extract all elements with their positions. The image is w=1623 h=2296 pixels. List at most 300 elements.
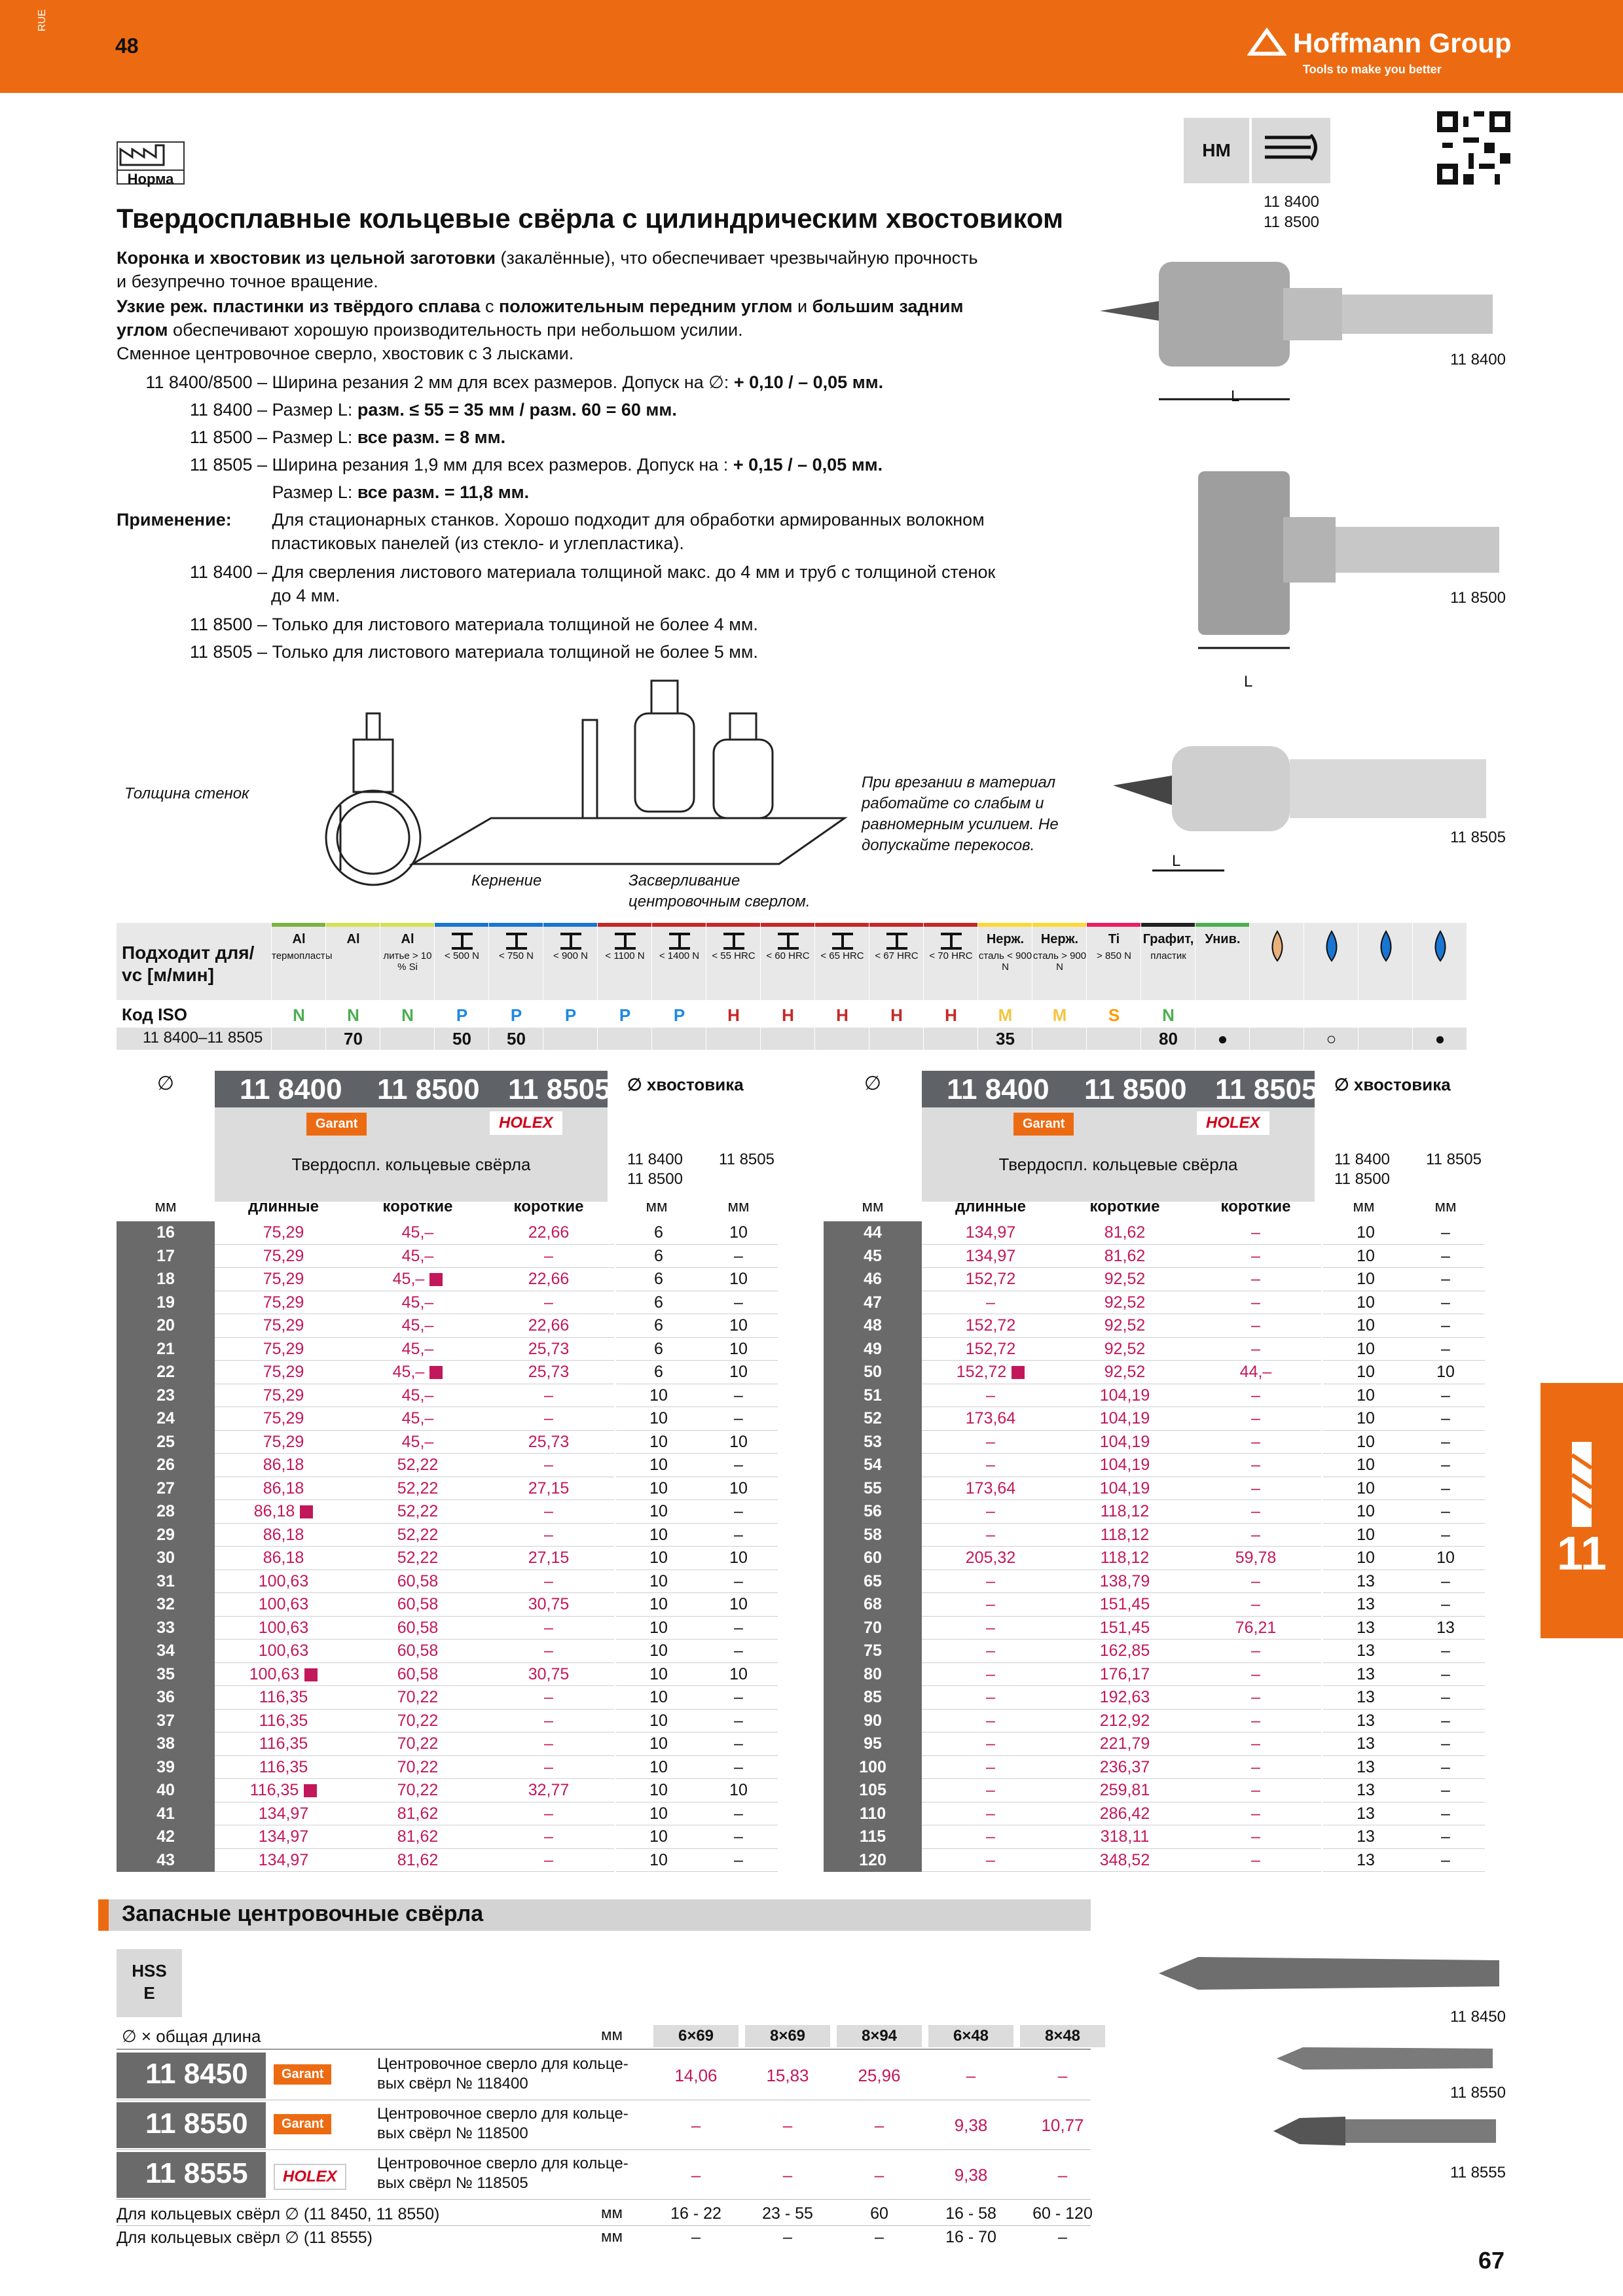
table-row <box>117 1570 778 1594</box>
value-cell: 25,73 <box>528 1432 570 1451</box>
diameter-cell: 48 <box>824 1314 922 1338</box>
intro-line-4: углом обеспечивают хорошую производительность при небольшом усилии. <box>117 320 743 340</box>
value-cell: 75,29 <box>263 1316 304 1335</box>
value-cell: – <box>544 1571 553 1590</box>
suit-subheader <box>1195 950 1250 983</box>
value-cell: – <box>544 1409 553 1427</box>
value-cell: 22,66 <box>528 1270 570 1288</box>
suit-header: Al <box>292 932 306 946</box>
spare-price: – <box>782 2115 793 2135</box>
suit-value: ○ <box>1326 1029 1337 1049</box>
value-cell: – <box>544 1293 553 1312</box>
value-cell: 151,45 <box>1099 1595 1150 1613</box>
suit-subheader: < 60 HRC <box>766 950 810 961</box>
diameter-cell: 25 <box>117 1431 215 1454</box>
value-cell: – <box>986 1804 995 1823</box>
drill-icon <box>1560 1442 1603 1527</box>
value-cell: – <box>544 1618 553 1637</box>
value-cell: – <box>1441 1757 1450 1776</box>
value-cell: 70,22 <box>397 1781 439 1799</box>
value-cell: 10 <box>614 1663 701 1687</box>
section-number: 11 <box>1556 1528 1607 1580</box>
spare-fit-value: 16 - 58 <box>945 2204 996 2223</box>
suit-column <box>923 923 978 1050</box>
suit-column <box>760 923 815 1050</box>
suit-column <box>1195 923 1250 1050</box>
table-row <box>824 1245 1485 1268</box>
value-cell: – <box>734 1293 743 1312</box>
column-subheader: длинные <box>955 1198 1027 1215</box>
spare-price: 9,38 <box>954 2165 988 2185</box>
value-cell: 86,18 <box>263 1549 304 1567</box>
value-cell: 92,52 <box>1104 1363 1146 1381</box>
value-cell: 152,72 <box>965 1316 1016 1335</box>
value-cell: 173,64 <box>965 1409 1016 1427</box>
table-row <box>117 1291 778 1315</box>
suit-subheader: < 65 HRC <box>820 950 864 961</box>
shank-col-2: 11 8505 <box>719 1151 775 1168</box>
diameter-cell: 16 <box>117 1221 215 1245</box>
spare-fit-value-2: – <box>691 2228 701 2246</box>
suit-header: Нерж. <box>1040 932 1079 946</box>
value-cell: 104,19 <box>1099 1386 1150 1405</box>
value-cell: – <box>544 1688 553 1706</box>
suit-column <box>1304 923 1359 1050</box>
holex-logo: HOLEX <box>490 1111 562 1135</box>
suit-column <box>706 923 761 1050</box>
table-row <box>824 1454 1485 1477</box>
diameter-cell: 105 <box>824 1779 922 1803</box>
diagram-label-wall: Толщина стенок <box>124 785 249 802</box>
table-row <box>824 1268 1485 1291</box>
diameter-cell: 51 <box>824 1384 922 1408</box>
suit-iso: H <box>836 1005 848 1025</box>
suit-iso: H <box>782 1005 794 1025</box>
column-subheader: короткие <box>513 1198 584 1215</box>
value-cell: 27,15 <box>528 1479 570 1498</box>
value-cell: – <box>734 1246 743 1265</box>
spare-fit-label-2: Для кольцевых свёрл ∅ (11 8555) <box>117 2229 373 2247</box>
value-cell: 86,18 <box>215 1500 352 1524</box>
spare-image-118550 <box>1277 2042 1499 2075</box>
value-cell: – <box>544 1246 553 1265</box>
suit-header <box>815 932 869 950</box>
diameter-cell: 41 <box>117 1803 215 1826</box>
value-cell: – <box>544 1804 553 1823</box>
diameter-cell: 26 <box>117 1454 215 1477</box>
diameter-symbol: ∅ <box>156 1073 175 1094</box>
steel-beam-icon <box>449 932 475 950</box>
spec-row: Размер L: все разм. = 11,8 мм. <box>272 482 530 502</box>
value-cell: 138,79 <box>1099 1571 1150 1590</box>
value-cell: 6 <box>614 1314 701 1338</box>
diameter-cell: 18 <box>117 1268 215 1291</box>
suit-header <box>435 932 489 950</box>
value-cell: 10 <box>1321 1524 1408 1547</box>
intro-line-2: и безупречно точное вращение. <box>117 272 378 291</box>
value-cell: 10 <box>1321 1431 1408 1454</box>
value-cell: – <box>1251 1850 1260 1869</box>
value-cell: – <box>986 1386 995 1405</box>
value-cell: 92,52 <box>1104 1316 1146 1335</box>
value-cell: 104,19 <box>1099 1409 1150 1427</box>
value-cell: 6 <box>614 1245 701 1268</box>
value-cell: 13 <box>1321 1825 1408 1849</box>
suit-column <box>1412 923 1467 1050</box>
value-cell: 259,81 <box>1099 1781 1150 1799</box>
value-cell: 10 <box>614 1547 701 1570</box>
suit-color-bar <box>978 923 1032 927</box>
diameter-cell: 58 <box>824 1524 922 1547</box>
spare-desc: Центровочное сверло для кольце- <box>377 2055 629 2073</box>
value-cell: 10 <box>729 1270 748 1288</box>
table-row <box>824 1686 1485 1710</box>
value-cell: 134,97 <box>258 1827 309 1846</box>
value-cell: 134,97 <box>258 1850 309 1869</box>
diameter-cell: 34 <box>117 1640 215 1663</box>
table-row <box>117 1803 778 1826</box>
section-tab[interactable] <box>1541 1383 1623 1638</box>
steel-beam-icon <box>558 932 584 950</box>
diameter-cell: 68 <box>824 1593 922 1617</box>
value-cell: 10 <box>1436 1549 1455 1567</box>
value-cell: 10 <box>729 1664 748 1683</box>
table-row <box>117 1710 778 1733</box>
qr-code-icon[interactable] <box>1437 111 1510 185</box>
product-description: Твердоспл. кольцевые свёрла <box>998 1155 1238 1174</box>
table-row <box>117 1500 778 1524</box>
value-cell: 176,17 <box>1099 1664 1150 1683</box>
value-cell: 52,22 <box>397 1525 439 1544</box>
suit-header <box>869 932 924 950</box>
diameter-cell: 32 <box>117 1593 215 1617</box>
suit-header: Унив. <box>1205 932 1241 946</box>
value-cell: – <box>986 1456 995 1474</box>
table-row <box>824 1710 1485 1733</box>
value-cell: 10 <box>1436 1363 1455 1381</box>
value-cell: 10 <box>614 1779 701 1803</box>
value-cell: 10 <box>614 1431 701 1454</box>
suit-column <box>597 923 652 1050</box>
value-cell: 52,22 <box>397 1456 439 1474</box>
spare-fit-value: 23 - 55 <box>762 2204 813 2223</box>
value-cell: 104,19 <box>1099 1456 1150 1474</box>
value-cell: – <box>1251 1293 1260 1312</box>
holex-logo: HOLEX <box>1197 1111 1269 1135</box>
value-cell: – <box>1441 1595 1450 1613</box>
shank-col-1b: 11 8500 <box>1334 1170 1390 1188</box>
diameter-cell: 31 <box>117 1570 215 1594</box>
steel-beam-icon <box>775 932 801 950</box>
diagram-label-drill-2: центровочным сверлом. <box>629 893 811 910</box>
spare-brand-logo: Garant <box>274 2114 331 2134</box>
value-cell: 75,29 <box>263 1293 304 1312</box>
value-cell: – <box>1251 1571 1260 1590</box>
suit-value: 50 <box>507 1029 526 1049</box>
new-item-marker <box>300 1505 313 1518</box>
value-cell: – <box>1441 1781 1450 1799</box>
spare-header-unit: мм <box>601 2026 623 2044</box>
article-number: 11 8500 <box>377 1073 480 1105</box>
value-cell: 6 <box>614 1361 701 1384</box>
value-cell: 76,21 <box>1235 1618 1277 1637</box>
water-drop-icon <box>1315 928 1348 967</box>
value-cell: 59,78 <box>1235 1549 1277 1567</box>
value-cell: – <box>1441 1316 1450 1335</box>
column-subheader: мм <box>1434 1198 1457 1215</box>
use-row: 11 8400 – Для сверления листового материала толщиной макс. до 4 мм и труб с толщиной стенок <box>189 562 996 582</box>
size-header: 8×94 <box>837 2025 922 2047</box>
use-row: 11 8500 – Только для листового материала толщиной не более 4 мм. <box>189 615 758 634</box>
value-cell: – <box>986 1525 995 1544</box>
suit-iso: S <box>1108 1005 1120 1025</box>
value-cell: 70,22 <box>397 1711 439 1730</box>
size-header: 8×48 <box>1020 2025 1105 2047</box>
table-row <box>117 1617 778 1640</box>
suit-iso: H <box>945 1005 957 1025</box>
table-row <box>117 1825 778 1849</box>
diameter-cell: 42 <box>117 1825 215 1849</box>
spare-price: – <box>1057 2165 1068 2185</box>
value-cell: 134,97 <box>258 1804 309 1823</box>
suit-color-bar <box>706 923 761 927</box>
value-cell: 10 <box>729 1363 748 1381</box>
shank-col-2: 11 8505 <box>1426 1151 1482 1168</box>
value-cell: – <box>986 1595 995 1613</box>
value-cell: 30,75 <box>528 1664 570 1683</box>
spare-price: 14,06 <box>674 2066 718 2085</box>
value-cell: – <box>1251 1270 1260 1288</box>
article-number: 11 8505 <box>508 1073 611 1105</box>
spec-row: 11 8400 – Размер L: разм. ≤ 55 = 35 мм / разм. 60 = 60 мм. <box>189 400 677 420</box>
value-cell: – <box>1251 1409 1260 1427</box>
value-cell: – <box>544 1734 553 1753</box>
page-number-top: 48 <box>115 34 139 58</box>
diameter-cell: 65 <box>824 1570 922 1594</box>
value-cell: 44,– <box>1239 1363 1272 1381</box>
suit-column <box>814 923 869 1050</box>
column-subheader: мм <box>1353 1198 1375 1215</box>
suit-label-1: Подходит для/ <box>122 942 255 963</box>
value-cell: – <box>1441 1734 1450 1753</box>
value-cell: 10 <box>729 1781 748 1799</box>
spare-row-divider <box>117 2149 1091 2150</box>
suit-header <box>489 932 543 950</box>
value-cell: – <box>1441 1246 1450 1265</box>
suit-subheader: < 900 N <box>553 950 588 961</box>
value-cell: – <box>1251 1688 1260 1706</box>
suit-color-bar <box>1087 923 1141 927</box>
top-code-2: 11 8500 <box>1264 213 1319 231</box>
spare-fit-value: 16 - 22 <box>670 2204 721 2223</box>
table-row <box>824 1779 1485 1803</box>
value-cell: 118,12 <box>1100 1502 1150 1520</box>
article-number: 11 8400 <box>240 1073 342 1105</box>
value-cell: 10 <box>1321 1361 1408 1384</box>
value-cell: – <box>1251 1502 1260 1520</box>
value-cell: 10 <box>1321 1268 1408 1291</box>
suit-color-bar <box>380 923 435 927</box>
suit-columns <box>271 923 1467 1050</box>
column-subheader: короткие <box>1089 1198 1160 1215</box>
value-cell: 162,85 <box>1099 1641 1150 1660</box>
value-cell: 10 <box>614 1593 701 1617</box>
value-cell: – <box>1251 1711 1260 1730</box>
value-cell: 22,66 <box>528 1223 570 1242</box>
value-cell: – <box>544 1525 553 1544</box>
value-cell: – <box>1251 1827 1260 1846</box>
value-cell: 45,– <box>401 1223 434 1242</box>
table-row <box>117 1268 778 1291</box>
value-cell: 152,72 <box>922 1361 1059 1384</box>
value-cell: 10 <box>729 1339 748 1358</box>
value-cell: 52,22 <box>397 1549 439 1567</box>
steel-beam-icon <box>884 932 910 950</box>
spec-list <box>117 372 1046 669</box>
diameter-cell: 17 <box>117 1245 215 1268</box>
suit-color-bar <box>652 923 706 927</box>
suit-subheader: < 70 HRC <box>929 950 973 961</box>
value-cell: – <box>986 1757 995 1776</box>
diameter-cell: 70 <box>824 1617 922 1640</box>
suit-subheader: < 500 N <box>445 950 479 961</box>
diameter-cell: 27 <box>117 1477 215 1501</box>
column-subheader: мм <box>155 1198 177 1215</box>
table-row <box>117 1221 778 1245</box>
value-cell: 10 <box>1321 1221 1408 1245</box>
value-cell: 134,97 <box>965 1223 1016 1242</box>
suit-column <box>1140 923 1195 1050</box>
spec-row: 11 8400/8500 – Ширина резания 2 мм для всех размеров. Допуск на ∅: + 0,10 / – 0,05 мм. <box>145 372 884 392</box>
suit-color-bar <box>815 923 869 927</box>
new-item-marker <box>304 1668 318 1681</box>
value-cell: – <box>1441 1339 1450 1358</box>
value-cell: 10 <box>1321 1245 1408 1268</box>
value-cell: 70,22 <box>397 1734 439 1753</box>
factory-icon <box>118 143 181 166</box>
table-row <box>824 1732 1485 1756</box>
value-cell: 13 <box>1321 1710 1408 1733</box>
suit-value: 50 <box>452 1029 471 1049</box>
article-number: 11 8505 <box>1215 1073 1318 1105</box>
suit-value: ● <box>1434 1029 1446 1049</box>
table-row <box>824 1431 1485 1454</box>
value-cell: 75,29 <box>263 1363 304 1381</box>
value-cell: 10 <box>614 1384 701 1408</box>
diameter-cell: 60 <box>824 1547 922 1570</box>
suit-subheader: сталь > 900 N <box>1032 950 1087 973</box>
spare-fit-value-2: – <box>875 2228 884 2246</box>
table-row <box>824 1570 1485 1594</box>
dim-label-1: L <box>1231 387 1240 405</box>
value-cell: 10 <box>729 1479 748 1498</box>
spare-row-divider <box>117 2199 1091 2200</box>
column-subheader: мм <box>727 1198 750 1215</box>
suit-color-bar <box>1195 923 1250 927</box>
value-cell: 92,52 <box>1104 1270 1146 1288</box>
spare-fit-unit-2: мм <box>601 2228 623 2246</box>
suit-column <box>1032 923 1087 1050</box>
value-cell: 100,63 <box>215 1663 352 1687</box>
table-row <box>824 1314 1485 1338</box>
dim-label-3: L <box>1172 852 1181 870</box>
shank-header: ∅ хвостовика <box>1334 1075 1451 1094</box>
value-cell: 75,29 <box>263 1432 304 1451</box>
value-cell: – <box>734 1456 743 1474</box>
spare-desc: Центровочное сверло для кольце- <box>377 2155 629 2172</box>
suit-column <box>977 923 1032 1050</box>
suit-subheader: < 55 HRC <box>712 950 756 961</box>
spare-price: 25,96 <box>858 2066 901 2085</box>
suit-column <box>543 923 598 1050</box>
table-row <box>117 1849 778 1873</box>
value-cell: – <box>986 1734 995 1753</box>
suit-iso: H <box>727 1005 740 1025</box>
value-cell: 118,12 <box>1100 1525 1150 1544</box>
value-cell: 45,– <box>401 1409 434 1427</box>
diameter-cell: 22 <box>117 1361 215 1384</box>
column-subheader: мм <box>862 1198 884 1215</box>
value-cell: 10 <box>614 1477 701 1501</box>
spare-caption-1: 11 8450 <box>1450 2008 1506 2026</box>
suit-header: Al <box>401 932 414 946</box>
table-row <box>117 1547 778 1570</box>
diameter-cell: 47 <box>824 1291 922 1315</box>
suit-subheader: термопласты <box>272 950 333 961</box>
value-cell: 173,64 <box>965 1479 1016 1498</box>
spare-price: – <box>691 2115 701 2135</box>
table-row <box>824 1663 1485 1687</box>
value-cell: – <box>1441 1525 1450 1544</box>
spare-fit-label-1: Для кольцевых свёрл ∅ (11 8450, 11 8550) <box>117 2205 440 2223</box>
shank-col-1: 11 8400 <box>1334 1151 1390 1168</box>
suit-iso: P <box>673 1005 685 1025</box>
value-cell: – <box>734 1502 743 1520</box>
suit-iso-label: Код ISO <box>122 1005 187 1024</box>
suit-iso: N <box>293 1005 305 1025</box>
value-cell: 100,63 <box>258 1571 309 1590</box>
diameter-cell: 24 <box>117 1407 215 1431</box>
value-cell: 13 <box>1321 1756 1408 1780</box>
spray-icon <box>1370 928 1402 967</box>
value-cell: 70,22 <box>397 1688 439 1706</box>
value-cell: – <box>1441 1479 1450 1498</box>
value-cell: 212,92 <box>1099 1711 1150 1730</box>
suit-column <box>651 923 706 1050</box>
steel-beam-icon <box>830 932 856 950</box>
table-row <box>824 1849 1485 1873</box>
suit-value: ● <box>1217 1029 1228 1049</box>
value-cell: – <box>1441 1850 1450 1869</box>
value-cell: 60,58 <box>397 1664 439 1683</box>
value-cell: 10 <box>729 1432 748 1451</box>
value-cell: – <box>544 1827 553 1846</box>
diameter-cell: 28 <box>117 1500 215 1524</box>
suit-iso: N <box>401 1005 414 1025</box>
suit-color-bar <box>924 923 978 927</box>
value-cell: 10 <box>614 1454 701 1477</box>
table-row <box>117 1361 778 1384</box>
suit-color-bar <box>761 923 815 927</box>
value-cell: 13 <box>1321 1570 1408 1594</box>
hoffmann-logo-icon <box>1247 27 1286 59</box>
value-cell: – <box>1441 1386 1450 1405</box>
value-cell: – <box>1251 1316 1260 1335</box>
hss-badge: HSS E <box>117 1949 182 2017</box>
table-row <box>824 1617 1485 1640</box>
table-row <box>824 1291 1485 1315</box>
value-cell: – <box>1251 1781 1260 1799</box>
